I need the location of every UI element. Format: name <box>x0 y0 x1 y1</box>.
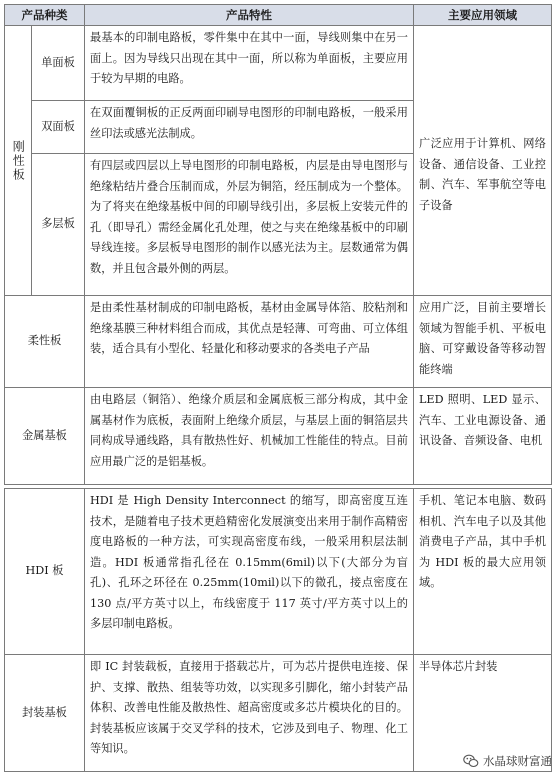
flex-description: 是由柔性基材制成的印制电路板，基材由金属导体箔、胶粘剂和绝缘基膜三种材料组合而成，其优点是轻薄、可弯曲、可立体组装，适合具有小型化、轻量化和移动要求的各类电子产品 <box>84 295 414 388</box>
subcategory-double: 双面板 <box>31 100 85 154</box>
single-description: 最基本的印制电路板，零件集中在其中一面，导线则集中在另一面上。因为导线只出现在其中一面，所以称为单面板，主要应用于较为早期的电路。 <box>84 25 414 101</box>
subcategory-single: 单面板 <box>31 25 85 101</box>
flex-applications: 应用广泛，目前主要增长领域为智能手机、平板电脑、可穿戴设备等移动智能终端 <box>413 295 552 388</box>
header-applications: 主要应用领域 <box>413 4 552 26</box>
watermark-text: 水晶球财富通 <box>483 754 552 768</box>
hdi-applications: 手机、笔记本电脑、数码相机、汽车电子以及其他消费电子产品，其中手机为 HDI 板的最大应用领域。 <box>413 488 552 655</box>
hdi-description: HDI 是 High Density Interconnect 的缩写，即高密度互连技术，是随着电子技术更趋精密化发展演变出来用于制作高精密度电路板的一种方法，可实现高密度布线，一般采用积层法制造。HDI 板通常指孔径在 0.15mm(6mil)以下(大部分为盲孔)、孔环之环径在 0.25mm(10mil)以下的微孔，接点密度在 130 点/平方英寸以上，布线密度于 117 英寸/平方英寸以上的多层印制电路板。 <box>84 488 414 655</box>
category-metal: 金属基板 <box>4 387 85 485</box>
category-flex: 柔性板 <box>4 295 85 388</box>
category-package: 封装基板 <box>4 654 85 772</box>
metal-applications: LED 照明、LED 显示、汽车、工业电源设备、通讯设备、音频设备、电机 <box>413 387 552 485</box>
category-rigid-label: 刚性板 <box>11 139 26 182</box>
metal-description: 由电路层（铜箔）、绝缘介质层和金属底板三部分构成，其中金属基材作为底板，表面附上绝缘介质层，与基层上面的铜箔层共同构成导通线路，具有散热性好、机械加工性能佳的特点。目前应用最广泛的是铝基板。 <box>84 387 414 485</box>
header-category: 产品种类 <box>4 4 85 26</box>
subcategory-multi: 多层板 <box>31 153 85 296</box>
header-features: 产品特性 <box>84 4 414 26</box>
double-description: 在双面覆铜板的正反两面印刷导电图形的印制电路板，一般采用丝印法或感光法制成。 <box>84 100 414 154</box>
rigid-applications: 广泛应用于计算机、网络设备、通信设备、工业控制、汽车、军事航空等电子设备 <box>413 25 552 296</box>
watermark <box>463 753 552 769</box>
category-rigid <box>4 25 32 296</box>
wechat-icon <box>463 753 479 769</box>
package-description: 即 IC 封装载板，直接用于搭载芯片，可为芯片提供电连接、保护、支撑、散热、组装等功效，以实现多引脚化，缩小封装产品体积、改善电性能及散热性、超高密度或多芯片模块化的目的。封装基板应该属于交叉学科的技术，它涉及到电子、物理、化工等知识。 <box>84 654 414 772</box>
category-hdi: HDI 板 <box>4 488 85 655</box>
package-applications: 半导体芯片封装 <box>413 654 552 772</box>
multi-description: 有四层或四层以上导电图形的印制电路板，内层是由导电图形与绝缘粘结片叠合压制而成，外层为铜箔，经压制成为一个整体。为了将夹在绝缘基板中间的印刷导线引出，多层板上安装元件的孔（即导孔）需经金属化孔处理，使之与夹在绝缘基板中的印刷导线连接。多层板导电图形的制作以感光法为主。层数通常为偶数，并且包含最外侧的两层。 <box>84 153 414 296</box>
